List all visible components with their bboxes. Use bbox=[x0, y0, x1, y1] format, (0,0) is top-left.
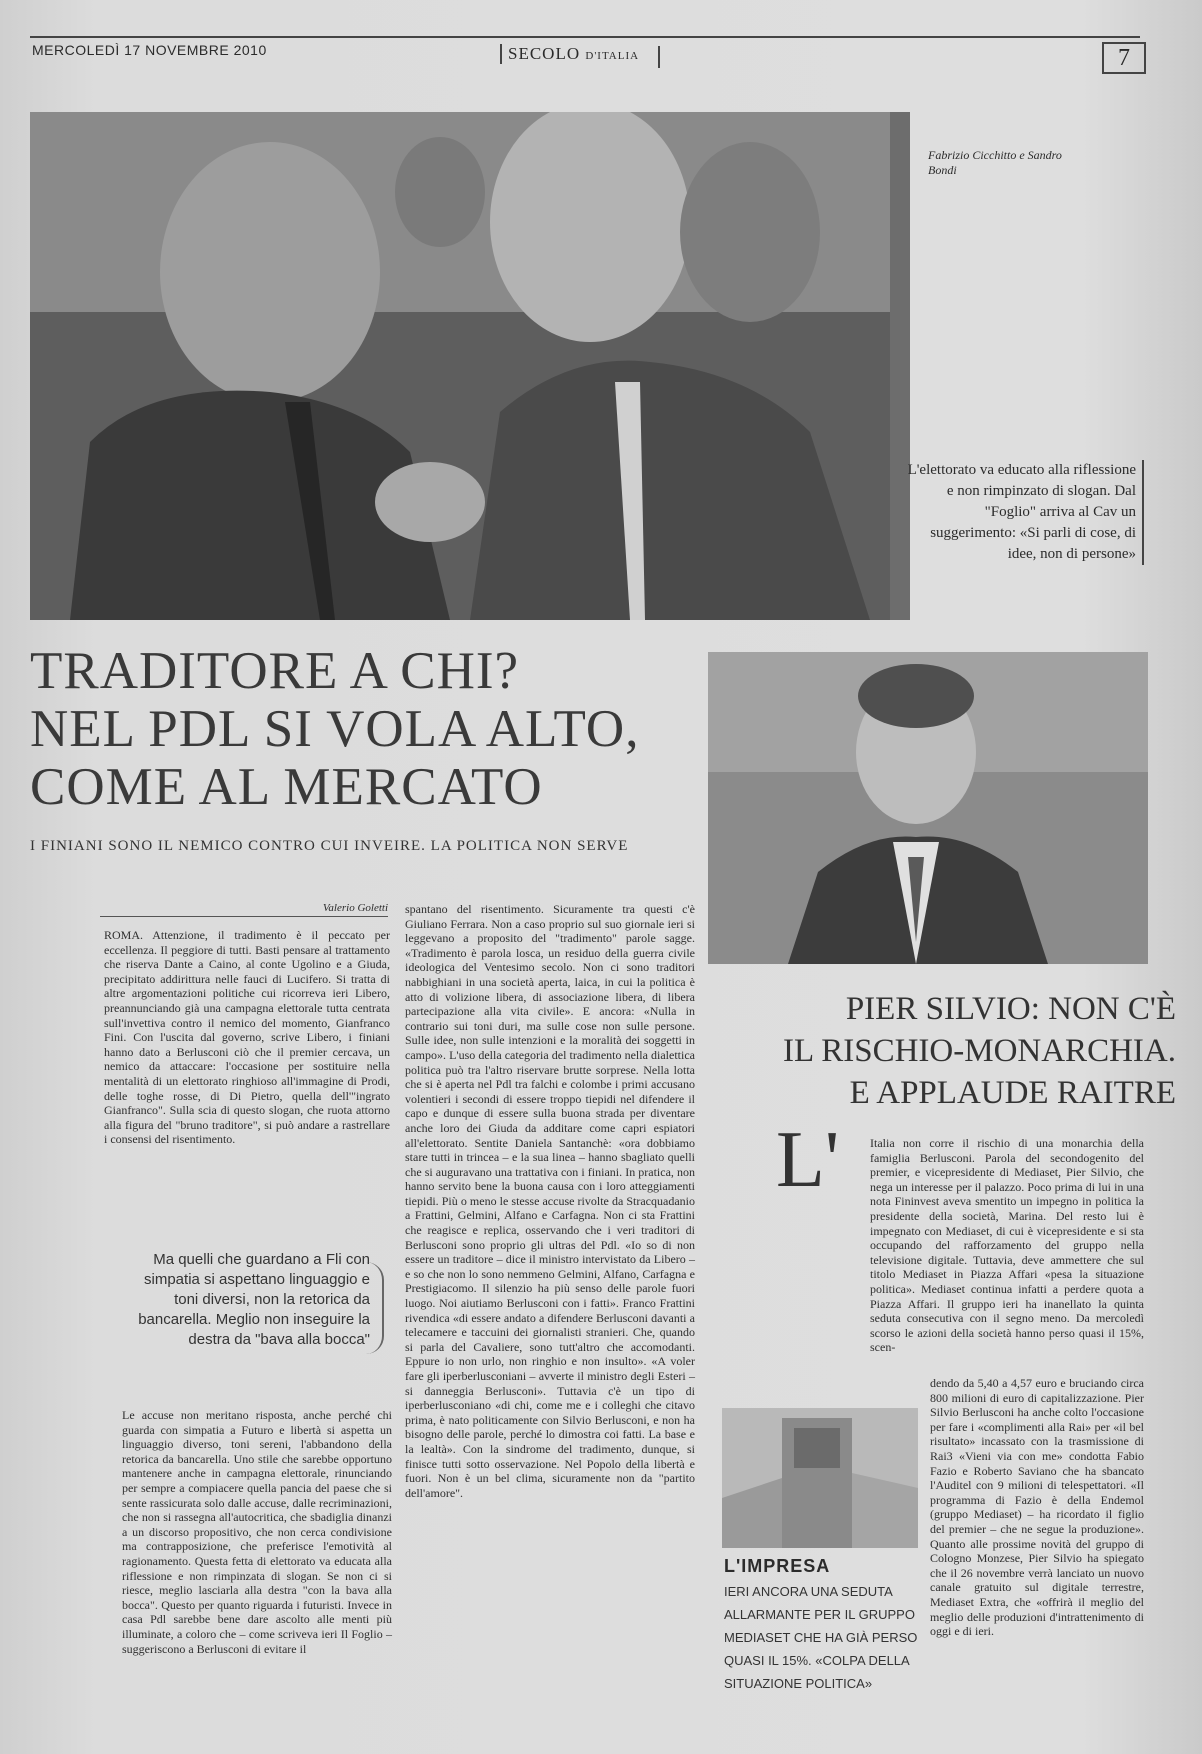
pull-quote-brace bbox=[366, 1262, 384, 1354]
paper-title: SECOLO bbox=[508, 44, 581, 63]
masthead-date: MERCOLEDÌ 17 NOVEMBRE 2010 bbox=[32, 42, 267, 58]
article-pull-quote: Ma quelli che guardano a Fli con simpatia si aspettano linguaggio e toni diversi, non la retorica da bancarella. Meglio non inseguire la destra da "bava alla bocca" bbox=[138, 1251, 370, 1348]
article-column-2: spantano del risentimento. Sicuramente tra questi c'è Giuliano Ferrara. Non a caso proprio sul suo giornale ieri si leggevano a proposito del "tradimento" parole sagge. «Tradimento è parola losca, un residuo della guerra civile ideologica del Ventesimo secolo. Non ci sono traditori nabbighiani in una società aperta, laica, in cui la politica è atto di volizione libera, di associazione libera, di libera partecipazione alla vita civile». E ancora: «Nulla in contrario sui toni duri, ma sulle cose non sulle persone. Sulle idee, non sulle intenzioni e la moralità dei soggetti in campo». L'uso della categoria del tradimento nella dialettica politica può tra l'altro riservare brutte sorprese. Nella lotta che si è aperta nel Pdl tra falchi e colombe i primi accusano volentieri i secondi di essere troppo tiepidi nel difendere il capo e dunque di essere sulla buona strada per diventare anche loro dei Giuda da additare come capri espiatori all'elettorato. Sentite Daniela Santanchè: «ora dobbiamo stare tutti in trincea – e la sua linea – hanno sbagliato quelli che si auguravano una trattativa con i finiani. In pratica, non hanno servito bene la buona causa con i loro atteggiamenti tiepidi. Più o meno le stesse accuse rivolte da Stracquadanio a Frattini, Gelmini, Alfano e Carfagna. Non ci sta Frattini che reagisce e replica, osservando che i veri traditori di Berlusconi sono proprio gli ultras del Pdl. «Io so di non essere un traditore – dice il ministro intervistato da Libero – e so che non lo sono nemmeno Gelmini, Alfano, Carfagna e Prestigiacomo. Il silenzio ha più senso delle parole fuori luogo. Noi aiutiamo Berlusconi con i fatti». Franco Frattini rivendica «di essere andato a difendere Berlusconi davanti a telecamere e taccuini dei giornalisti stranieri. Che, quando si parla del Cavaliere, sono tutt'altro che accomodanti. Eppure io non urlo, non ringhio e non insulto». «A voler fare gli iperberlusconiani – avverte il ministro degli Esteri – si danneggia Berlusconi». Tuttavia c'è un tipo di iperberlusconiano «di chi, come me e i colleghi che citavo prima, è nato politicamente con Silvio Berlusconi, e non ha bisogno delle parole, perché lo dimostra coi fatti. La base e la lealtà». Con la sindrome del tradimento, dunque, si finisce tutti sotto osservazione. Nel Popolo della libertà e fuori. Non è un bel clima, sicuramente non da "partito dell'amore". bbox=[405, 902, 695, 1500]
top-photo-image bbox=[30, 112, 910, 620]
side-article-body-top: Italia non corre il rischio di una monarchia della famiglia Berlusconi. Parola del secondogenito del premier, e vicepresidente di Mediaset, Pier Silvio, che nega un interesse per il palazzo. Poco prima di lui in una nota Fininvest aveva smentito un impegno in politica la presidente della società, Marina. Del resto lui è impegnato con Mediaset, di cui è vicepresidente e si sta occupando del rafforzamento del gruppo nella televisione digitale. Tuttavia, deve ammettere che sul titolo Mediaset in Piazza Affari «pesa la situazione politica». Mediaset continua infatti a perdere quota a Piazza Affari. Il gruppo ieri ha inanellato la quinta seduta consecutiva con il segno meno. Da mercoledì scorso le azioni della società hanno perso quasi il 15%, scen- bbox=[870, 1136, 1144, 1355]
masthead-divider bbox=[658, 46, 660, 68]
side-photo-image bbox=[708, 652, 1148, 964]
side-headline-line-3: E APPLAUDE RAITRE bbox=[849, 1075, 1176, 1111]
masthead-paper-name bbox=[500, 44, 639, 64]
drop-cap: L' bbox=[776, 1116, 840, 1204]
main-headline-line-3: COME AL MERCATO bbox=[30, 758, 543, 816]
side-headline-line-2: IL RISCHIO-MONARCHIA. bbox=[783, 1033, 1176, 1069]
side-headline bbox=[720, 988, 1176, 1114]
box-text: IERI ANCORA UNA SEDUTA ALLARMANTE PER IL GRUPPO MEDIASET CHE HA GIÀ PERSO QUASI IL 15%. «COLPA DELLA SITUAZIONE POLITICA» bbox=[724, 1584, 918, 1691]
main-headline bbox=[30, 642, 710, 816]
box-title: L'IMPRESA bbox=[724, 1556, 831, 1576]
box-photo-image bbox=[722, 1408, 918, 1548]
side-photo bbox=[708, 652, 1148, 964]
box-photo bbox=[722, 1408, 918, 1548]
main-headline-line-2: NEL PDL SI VOLA ALTO, bbox=[30, 700, 640, 758]
side-article-body-bottom: dendo da 5,40 a 4,57 euro e bruciando circa 800 milioni di euro di capitalizzazione. Pier Silvio Berlusconi ha anche colto l'occasione per fare i «complimenti alla Rai» per «il bel risultato» incassato con la trasmissione di Rai3 «Vieni via con me» condotta Fabio Fazio e Roberto Saviano che ha sbancato l'Auditel con 9 milioni di telespettatori. «Il programma di Fazio è della Endemol (gruppo Mediaset) – ha ricordato il figlio del premier – che ne segue la produzione». Quanto alle prossime novità del gruppo di Cologno Monzese, Pier Silvio ha spiegato che il 26 novembre verrà lanciato un nuovo canale gratuito sul digitale terrestre, Mediaset Extra, che «offrirà il meglio del meglio delle produzioni d'intrattenimento di oggi e di ieri. bbox=[930, 1376, 1144, 1639]
side-headline-line-1: PIER SILVIO: NON C'È bbox=[845, 991, 1176, 1027]
top-photo-caption: Fabrizio Cicchitto e Sandro Bondi bbox=[928, 148, 1062, 177]
main-deck: I FINIANI SONO IL NEMICO CONTRO CUI INVEIRE. LA POLITICA NON SERVE bbox=[30, 838, 629, 854]
main-headline-line-1: TRADITORE A CHI? bbox=[30, 642, 520, 700]
byline: Valerio Goletti bbox=[100, 902, 388, 917]
article-column-1-bottom: Le accuse non meritano risposta, anche perché chi guarda con simpatia a Futuro e libertà si aspetta un linguaggio diverso, toni sereni, l'abbandono della retorica da bancarella. Uno stile che sarebbe opportuno mantenere anche in campagna elettorale, rinunciando per sempre a compiacere quella pancia del paese che si sente rassicurata solo dalle accuse, dalle recriminazioni, che non si rassegna all'autocritica, che sbadiglia dinanzi a un discorso propositivo, che non cerca condivisione ma contrapposizione, che preferisce l'emotività al ragionamento. Questa fetta di elettorato va educata alla riflessione e non rimpinzata di slogan. Se non ci si riesce, meglio lasciarla alla destra "con la bava alla bocca". Questo per quanto riguarda i futuristi. Invece in casa Pdl sarebbe bene dare ascolto alle menti più illuminate, a coloro che – come scriveva ieri Il Foglio – suggeriscono a Berlusconi di evitare il bbox=[122, 1408, 392, 1656]
top-photo bbox=[30, 112, 910, 620]
top-pullquote: L'elettorato va educato alla riflessione e non rimpinzato di slogan. Dal "Foglio" arriva al Cav un suggerimento: «Si parli di cose, di idee, non di persone» bbox=[900, 460, 1144, 565]
masthead-rule bbox=[30, 36, 1140, 38]
article-column-1-top: ROMA. Attenzione, il tradimento è il peccato per eccellenza. Il peggiore di tutti. Basti pensare al trattamento che riserva Dante a Caino, al conte Ugolino e a Giuda, precipitato addirittura nelle fauci di Lucifero. Si tratta di altre argomentazioni politiche cui ricorreva ieri Libero, preannunciando già una campagna elettorale tutta centrata sull'invettiva contro il nemico del momento, Gianfranco Fini. Con l'uscita dal governo, scrive Libero, i finiani hanno dato a Berlusconi ciò che il premier cercava, un nemico da attaccare: l'occasione per sostituire nella mentalità di un elettorato ringhioso all'immagine di Prodi, delle toghe rosse, di Di Pietro, quella dell'"ingrato Gianfranco". Sulla scia di questo slogan, che ruota attorno alla figura del "bruno traditore", si può andare a rastrellare i consensi del risentimento. bbox=[104, 928, 390, 1147]
page-number: 7 bbox=[1102, 42, 1146, 74]
paper-title-suffix: D'ITALIA bbox=[585, 50, 640, 62]
